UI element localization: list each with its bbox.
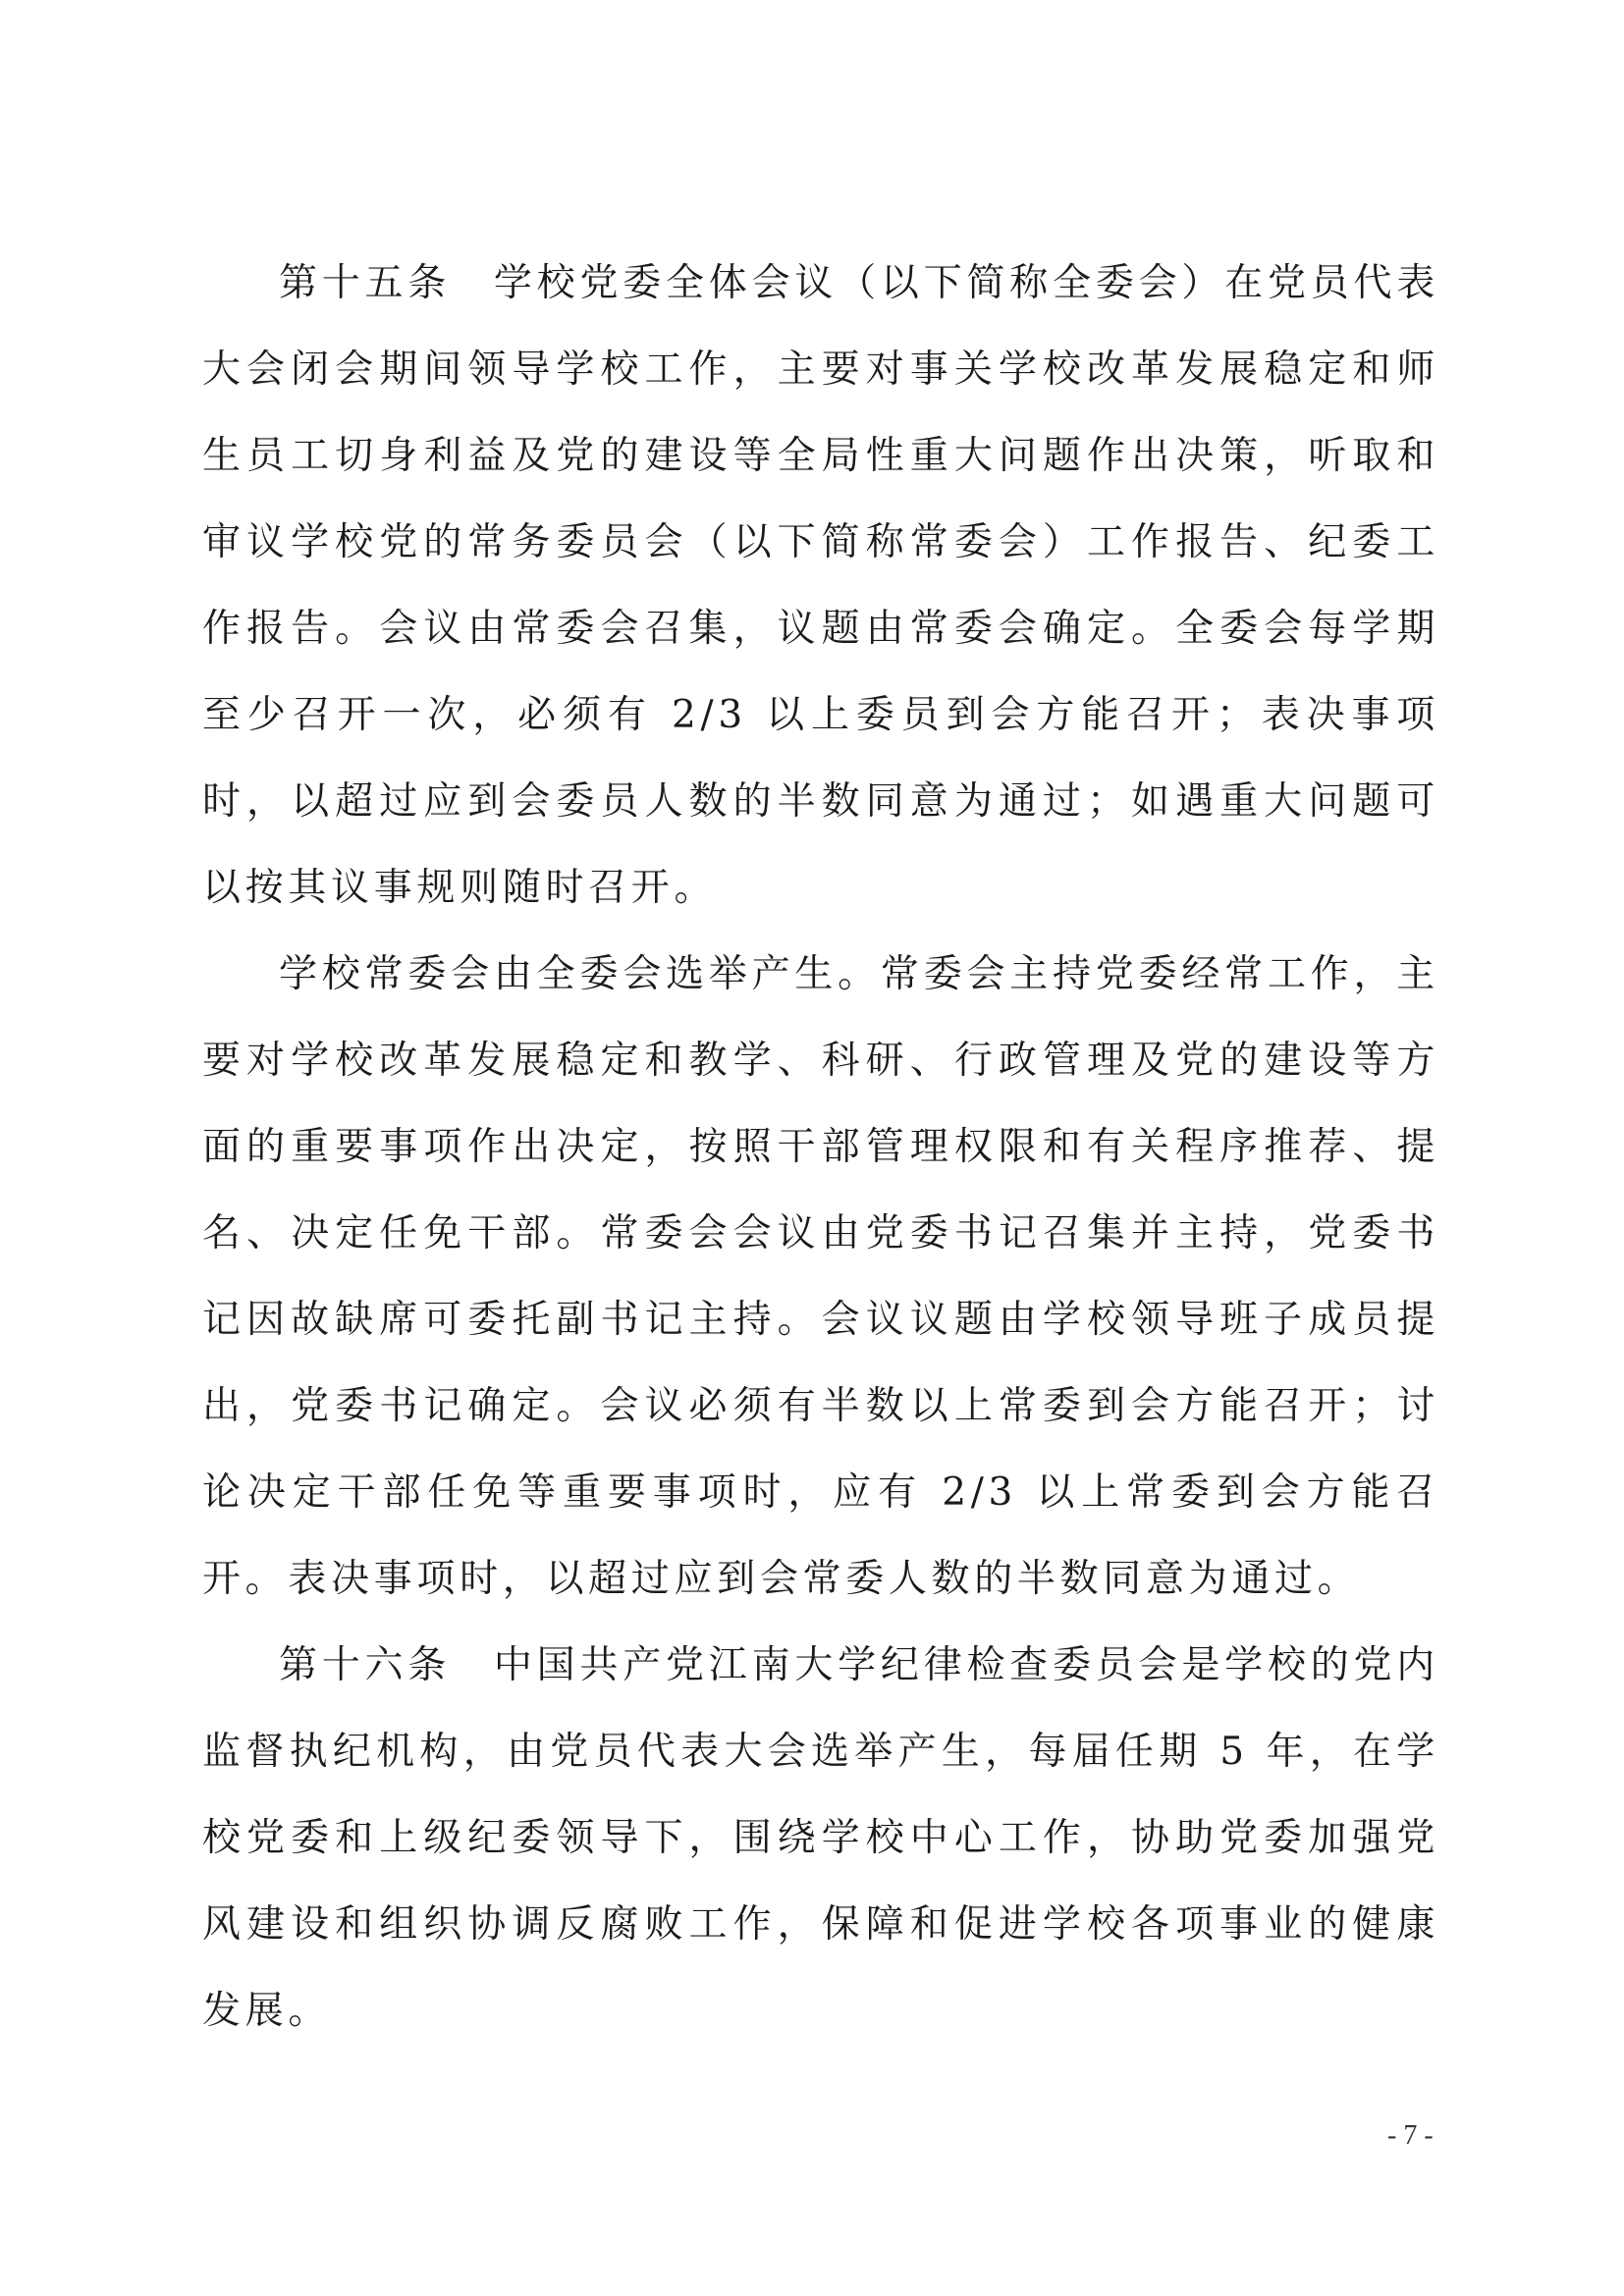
page-number: - 7 - xyxy=(1387,2120,1434,2151)
paragraph-standing-committee: 学校常委会由全委会选举产生。常委会主持党委经常工作，主要对学校改革发展稳定和教学、科研、行政管理及党的建设等方面的重要事项作出决定，按照干部管理权限和有关程序推荐、提名、决定任免干部。常委会会议由党委书记召集并主持，党委书记因故缺席可委托副书记主持。会议议题由学校领导班子成员提出，党委书记确定。会议必须有半数以上常委到会方能召开；讨论决定干部任免等重要事项时，应有 2/3 以上常委到会方能召开。表决事项时，以超过应到会常委人数的半数同意为通过。 xyxy=(202,952,1439,1601)
paragraph-article-16: 第十六条 中国共产党江南大学纪律检查委员会是学校的党内监督执纪机构，由党员代表大会选举产生，每届任期 5 年，在学校党委和上级纪委领导下，围绕学校中心工作，协助党委加强党风建设和组织协调反腐败工作，保障和促进学校各项事业的健康发展。 xyxy=(202,1643,1439,2033)
paragraph-article-15: 第十五条 学校党委全体会议（以下简称全委会）在党员代表大会闭会期间领导学校工作，主要对事关学校改革发展稳定和师生员工切身利益及党的建设等全局性重大问题作出决策，听取和审议学校党的常务委员会（以下简称常委会）工作报告、纪委工作报告。会议由常委会召集，议题由常委会确定。全委会每学期至少召开一次，必须有 2/3 以上委员到会方能召开；表决事项时，以超过应到会委员人数的半数同意为通过；如遇重大问题可以按其议事规则随时召开。 xyxy=(202,261,1439,910)
document-body xyxy=(202,240,1439,2055)
